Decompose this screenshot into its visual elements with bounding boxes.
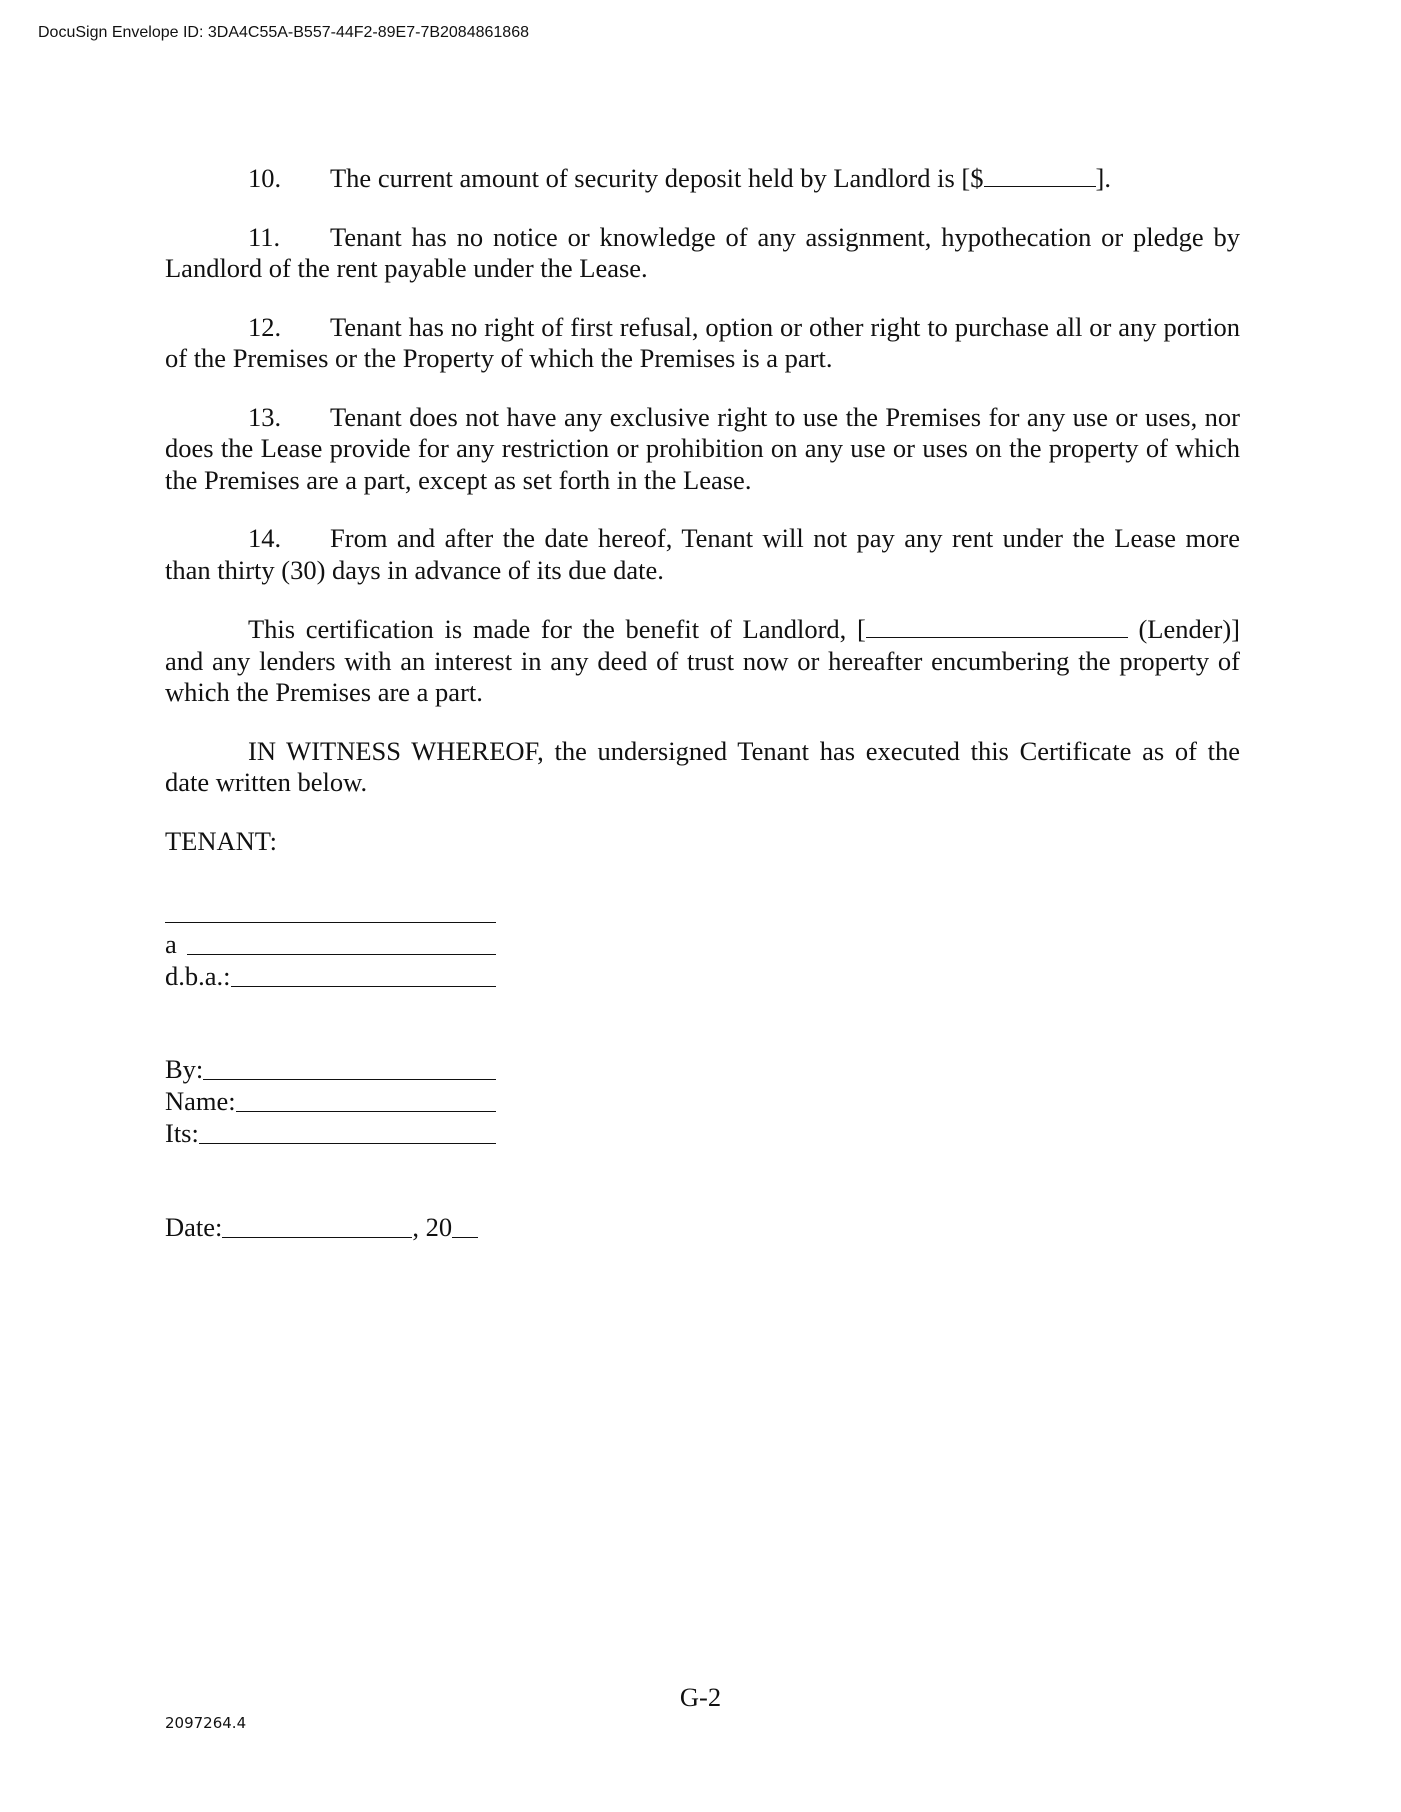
paragraph-number: 11. [248, 221, 281, 252]
entity-type-field[interactable]: a [165, 928, 496, 960]
paragraph-13: 13. Tenant does not have any exclusive right to use the Premises for any use or uses, nor does the Lease provide for any restriction or prohibition on any use or uses on the property of which the Premises are a part, except as set forth in the Lease. [165, 401, 1240, 495]
envelope-id: DocuSign Envelope ID: 3DA4C55A-B557-44F2-89E7-7B2084861868 [38, 24, 529, 41]
dba-field[interactable]: d.b.a.: [165, 960, 496, 992]
document-number: 2097264.4 [165, 1714, 247, 1732]
date-field[interactable]: Date: , 20 [165, 1211, 478, 1243]
page-number: G-2 [679, 1682, 722, 1712]
paragraph-12: 12. Tenant has no right of first refusal, option or other right to purchase all or any portion of the Premises or the Property of which the Premises is a part. [165, 311, 1240, 373]
witness-paragraph: IN WITNESS WHEREOF, the undersigned Tenant has executed this Certificate as of the date written below. [165, 735, 1240, 797]
year-blank[interactable] [452, 1215, 478, 1238]
paragraph-10: 10. The current amount of security deposit held by Landlord is [$ ]. [248, 163, 1111, 193]
paragraph-11: 11. Tenant has no notice or knowledge of any assignment, hypothecation or pledge by Landlord of the rent payable under the Lease. [165, 221, 1240, 283]
lender-name-blank[interactable] [866, 613, 1128, 638]
signer-title-field[interactable]: Its: [165, 1117, 496, 1149]
certification-paragraph: This certification is made for the benefit of Landlord, [ (Lender)] and any lenders with an interest in any deed of trust now or hereafter encumbering the property of which the Premises are a part. [165, 614, 1240, 707]
deposit-amount-blank[interactable] [984, 162, 1096, 187]
signer-block [165, 1053, 496, 1149]
signer-name-field[interactable]: Name: [165, 1085, 496, 1117]
date-blank[interactable] [222, 1215, 412, 1238]
by-signature-field[interactable]: By: [165, 1053, 496, 1085]
paragraph-14: 14. From and after the date hereof, Tenant will not pay any rent under the Lease more than thirty (30) days in advance of its due date. [165, 523, 1240, 585]
document-body [165, 162, 1240, 857]
tenant-label: TENANT: [165, 825, 278, 856]
tenant-name-field[interactable] [165, 896, 496, 928]
paragraph-number: 12. [248, 311, 282, 342]
paragraph-number: 14. [248, 523, 282, 553]
paragraph-number: 10. [248, 163, 282, 193]
paragraph-number: 13. [248, 401, 282, 432]
tenant-signature-block [165, 896, 496, 992]
date-block [165, 1211, 478, 1243]
